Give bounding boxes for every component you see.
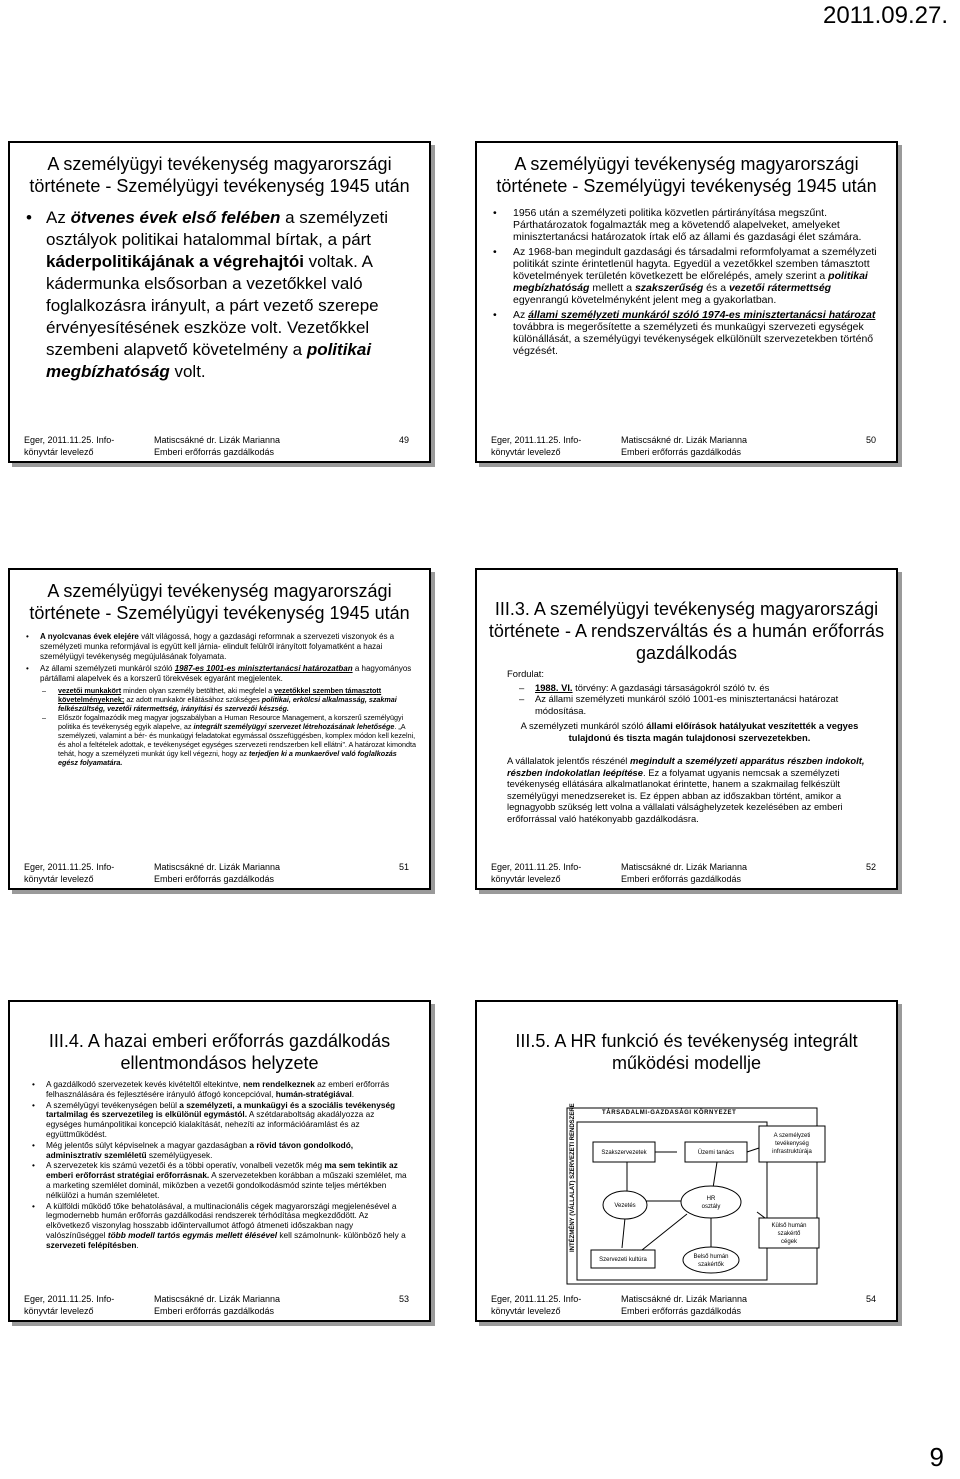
slide-53: III.4. A hazai emberi erőforrás gazdálkodás ellentmondásos helyzete • A gazdálkodó szervezetek kevés kivételtől eltekintve, nem rendelkeznek az emberi erőforrás felhasználására és fejlesztésére irányuló átfogó koncepcióval, humán-stratégiával. • A személyügyi tevékenységen belül a személyzeti, a munkaügyi és a szociális tevékenység tartalmilag és szervezetileg is elkülönül egymástól. A szétdaraboltság akadályozza az egységes humánpolitikai koncepció kialakítását, nehezíti az információáramlást és az együttműködést. • Még jelentős súlyt képviselnek a magyar gazdaságban a rövid távon gondolkodó, adminisztratív szemléletű személyügyesek. • A szervezetek kis számú vezetői és a többi operatív, vonalbeli vezetők még ma sem tekintik az emberi erőforrást stratégiai erőforrásnak. A szervezetekben korábban a műszaki szemlélet, ma a marketing szemlélet dominál, miközben a vezetői gondolkodásmód szinte teljes mértékben nélkülözi a humán szemléletet. • A külföldi működő tőke behatolásával, a multinacionális cégek magyarországi megjelenésével a legmodernebb humán erőforrás gazdálkodási rendszerek térhódítása megkezdődött. Az elkövetkező viszonylag hosszabb időintervallumot átfogó átmeneti időszakban nagy valószínűséggel több modell tartós egymás mellett élésével kell számolnunk- különböző hely a szervezeti felépítésben. Eger, 2011.11.25. Info- könyvtár levelező Matiscsákné dr. Lizák Marianna Emberi erőforrás gazdálkodás 53 [8,1000,431,1322]
list-item: • A külföldi működő tőke behatolásával, a multinacionális cégek magyarországi megjelenésével a legmodernebb humán erőforrás gazdálkodási rendszerek térhódítása megkezdődött. Az elkövetkező viszonylag hosszabb időintervallumot átfogó átmeneti időszakban nagy valószínűséggel több modell tartós egymás mellett élésével kell számolnunk- különböző hely a szervezeti felépítésben. [32,1202,409,1251]
slide-number: 50 [865,435,876,445]
page-date: 2011.09.27. [822,2,948,29]
environment-label: TÁRSADALMI-GAZDASÁGI KÖRNYEZET [602,1110,737,1116]
node-internal-experts [683,1247,739,1273]
node-label: szakértők [698,1262,724,1268]
node-label: HR [706,1196,716,1202]
hr-model-diagram [477,1002,898,1302]
node-label: szakértő [777,1231,801,1237]
list-item: – 1988. VI. törvény: A gazdasági társaságokról szóló tv. és [517,682,872,694]
node-hr-department [681,1186,741,1218]
slide-number: 49 [398,435,409,445]
paragraph: A személyzeti munkáról szóló állami előírások hatályukat veszítették a vegyes tulajdonú és tiszta magán tulajdonosi szervezetekben. [520,720,859,743]
list-item: • 1956 után a személyzeti politika közvetlen pártirányítása megszűnt. Párthatározatok fogalmazták meg a követendő alapelveket, amelyeket minisztertanácsi határozatok írtak elő az állami és gazdasági élet számára. [493,207,884,243]
slide-51: A személyügyi tevékenység magyarországi története - Személyügyi tevékenység 1945 után • A nyolcvanas évek elejére vált világossá, hogy a gazdasági reformnak a szervezeti viszonyok és a személyzeti munka reformjával is együtt kell járnia- elindult felülről irányított folyamatként a hazai személyügyi tevékenység megújulásának folyamata. • Az állami személyzeti munkáról szóló 1987-es 1001-es minisztertanácsi határozatban a hagyományos pártállami alapelvek és a korszerű törekvések egyaránt megjelentek. – vezetői munkakört minden olyan személy betölthet, aki megfelel a vezetőkkel szemben támasztott követelményeknek; az adott munkakör ellátásához szükséges politikai, erkölcsi alkalmasság, szakmai felkészültség, vezetői rátermettség, irányítási és szervezői készség. – Először fogalmazódik meg magyar jogszabályban a Human Resource Management, a korszerű személyügyi politika és tevékenység egyik alapelve, az integrált személyügyi szervezet létrehozásának lehetősége. „A személyzeti, valamint a bér- és munkaügyi feladatokat egymással összefüggésben, komplex módon kell kezelni, és ahol a feltételek adottak, e tevékenységet egységes szervezeti rendszerben kell ellátni”. A határozat kimondta tehát, hogy a személyzeti munkát úgy kell végezni, hogy az terjedjen ki a munkaerővel való foglalkozás egész folyamatára. Eger, 2011.11.25. Info- könyvtár levelező Matiscsákné dr. Lizák Marianna Emberi erőforrás gazdálkodás 51 [8,568,431,890]
slide-title: III.5. A HR funkció és tevékenység integrált működési modellje [515,1031,858,1073]
slide-body [507,668,872,824]
node-label: Vezetés [614,1203,636,1209]
paragraph: Fordulat: [507,668,544,679]
list-item: – Az állami személyzeti munkáról szóló 1001-es minisztertanácsi határozat módosítása. [517,693,872,716]
node-label: tevékenység [775,1141,809,1147]
list-item: • A nyolcvanas évek elejére vált világossá, hogy a gazdasági reformnak a szervezeti viszonyok és a személyzeti munka reformjával is együtt kell járnia- elindult felülről irányított folyamatként a hazai személyügyi tevékenység megújulásának folyamata. [26,632,417,662]
slide-number: 52 [865,862,876,872]
node-label: infrastruktúrája [772,1149,812,1155]
sub-list [517,682,872,717]
slide-54: III.5. A HR funkció és tevékenység integrált működési modellje TÁRSADALMI-GAZDASÁGI KÖRNYEZET INTÉZMÉNY (VÁLLALAT) SZERVEZETI RENDSZERE Szakszervezetek Üzemi tanács A személyzeti tevékenység infrastruktúrája Vezetés HR osztály Külső humán szakértő cégek Szervezeti kultúra Belső humán szakértők Eger, 2011.11.25. Info- könyvtár levelező Matiscsákné dr. Lizák Marianna Emberi erőforrás gazdálkodás 54 [475,1000,898,1322]
node-label: Szakszervezetek [601,1150,647,1156]
list-item: • Még jelentős súlyt képviselnek a magyar gazdaságban a rövid távon gondolkodó, adminisztratív szemléletű személyügyesek. [32,1141,409,1161]
slide-title: III.3. A személyügyi tevékenység magyarországi története - A rendszerváltás és a humán erőforrás gazdálkodás [488,599,885,663]
node-label: Belső humán [693,1254,729,1260]
bullet-list [493,207,884,357]
slide-number: 53 [398,1294,409,1304]
node-label: Külső humán [771,1223,807,1229]
slide-49: A személyügyi tevékenység magyarországi története - Személyügyi tevékenység 1945 után • Az ötvenes évek első felében a személyzeti osztályok politikai hatalommal bírtak, a párt káderpolitikájának a végrehajtói voltak. A kádermunka elsősorban a vezetőkkel való foglalkozásra irányult, a párt vezető szerepe érvényesítésének eszköze volt. Vezetőkkel szembeni alapvető követelmény a politikai megbízhatóság volt. Eger, 2011.11.25. Info- könyvtár levelező Matiscsákné dr. Lizák Marianna Emberi erőforrás gazdálkodás 49 [8,141,431,463]
slide-title: A személyügyi tevékenység magyarországi története - Személyügyi tevékenység 1945 után [29,154,410,196]
slide-title: A személyügyi tevékenység magyarországi története - Személyügyi tevékenység 1945 után [29,581,410,623]
slide-number: 54 [865,1294,876,1304]
paragraph: A vállalatok jelentős részénél megindult a személyzeti apparátus részben indokolt, részben indokolatlan leépítése. Ez a folyamat ugyanis nemcsak a személyzeti tevékenység ellátására alkalmatlanokat érintette, hanem a szakmailag felkészült személyügyi menedzsereket is. Ez éppen abban az időszakban történt, amikor a legnagyobb szükség lett volna a vállalati válsághelyzetek kezelésében az emberi erőforrással való hatékonyabb gazdálkodásra. [507,755,865,824]
slide-52: III.3. A személyügyi tevékenység magyarországi története - A rendszerváltás és a humán erőforrás gazdálkodás Fordulat: – 1988. VI. törvény: A gazdasági társaságokról szóló tv. és – Az állami személyzeti munkáról szóló 1001-es minisztertanácsi határozat módosítása. A személyzeti munkáról szóló állami előírások hatályukat veszítették a vegyes tulajdonú és tiszta magán tulajdonosi szervezetekben. A vállalatok jelentős részénél megindult a személyzeti apparátus részben indokolt, részben indokolatlan leépítése. Ez a folyamat ugyanis nemcsak a személyzeti tevékenység ellátására alkalmatlanokat érintette, hanem a szakmailag felkészült személyügyi menedzsereket is. Ez éppen abban az időszakban történt, amikor a legnagyobb szükség lett volna a vállalati válsághelyzetek kezelésében az emberi erőforrással való hatékonyabb gazdálkodásra. Eger, 2011.11.25. Info- könyvtár levelező Matiscsákné dr. Lizák Marianna Emberi erőforrás gazdálkodás 52 [475,568,898,890]
list-item: • A szervezetek kis számú vezetői és a többi operatív, vonalbeli vezetők még ma sem tekintik az emberi erőforrást stratégiai erőforrásnak. A szervezetekben korábban a műszaki szemlélet, ma a marketing szemlélet dominál, miközben a vezetői gondolkodásmód szinte teljes mértékben nélkülözi a humán szemléletet. [32,1161,409,1200]
page-number: 9 [929,1442,944,1472]
node-label: Üzemi tanács [697,1150,735,1156]
node-label: A személyzeti [773,1133,811,1139]
slide-number: 51 [398,862,409,872]
list-item: • Az állami személyzeti munkáról szóló 1987-es 1001-es minisztertanácsi határozatban a hagyományos pártállami alapelvek és a korszerű törekvések egyaránt megjelentek. – vezetői munkakört minden olyan személy betölthet, aki megfelel a vezetőkkel szemben támasztott követelményeknek; az adott munkakör ellátásához szükséges politikai, erkölcsi alkalmasság, szakmai felkészültség, vezetői rátermettség, irányítási és szervezői készség. – Először fogalmazódik meg magyar jogszabályban a Human Resource Management, a korszerű személyügyi politika és tevékenység egyik alapelve, az integrált személyügyi szervezet létrehozásának lehetősége. „A személyzeti, valamint a bér- és munkaügyi feladatokat egymással összefüggésben, komplex módon kell kezelni, és ahol a feltételek adottak, e tevékenységet egységes szervezeti rendszerben kell ellátni”. A határozat kimondta tehát, hogy a személyzeti munkát úgy kell végezni, hogy az terjedjen ki a munkaerővel való foglalkozás egész folyamatára. [26,664,417,767]
slide-title: III.4. A hazai emberi erőforrás gazdálkodás ellentmondásos helyzete [48,1031,391,1073]
list-item: • Az állami személyzeti munkáról szóló 1974-es minisztertanácsi határozat továbbra is megerősítette a személyzeti és munkaügyi szervezeti egységek különállását, a személyügyi tevékenységek elkülönült szervezetekben történő végzését. [493,309,884,357]
node-label: osztály [701,1204,721,1210]
slide-title: A személyügyi tevékenység magyarországi története - Személyügyi tevékenység 1945 után [496,154,877,196]
slide-50: A személyügyi tevékenység magyarországi története - Személyügyi tevékenység 1945 után • 1956 után a személyzeti politika közvetlen pártirányítása megszűnt. Párthatározatok fogalmazták meg a követendő alapelveket, amelyeket minisztertanácsi határozatok írtak elő az állami és gazdasági élet számára. • Az 1968-ban megindult gazdasági és társadalmi reformfolyamat a személyzeti politikát szinte érintetlenül hagyta. Egyedül a vezetőkkel szemben támasztott követelmények területén következett be előrelépés, amely szerint a politikai megbízhatóság mellett a szakszerűség és a vezetői rátermettség egyenrangú követelményként jelent meg a gyakorlatban. • Az állami személyzeti munkáról szóló 1974-es minisztertanácsi határozat továbbra is megerősítette a személyzeti és munkaügyi szervezeti egységek különállását, a személyügyi tevékenységek elkülönült szervezetekben történő végzését. Eger, 2011.11.25. Info- könyvtár levelező Matiscsákné dr. Lizák Marianna Emberi erőforrás gazdálkodás 50 [475,141,898,463]
node-label: cégek [780,1239,798,1245]
bullet-list [26,207,419,383]
list-item: • Az ötvenes évek első felében a személyzeti osztályok politikai hatalommal bírtak, a párt káderpolitikájának a végrehajtói voltak. A kádermunka elsősorban a vezetőkkel való foglalkozásra irányult, a párt vezető szerepe érvényesítésének eszköze volt. Vezetőkkel szembeni alapvető követelmény a politikai megbízhatóság volt. [26,207,419,383]
node-label: Szervezeti kultúra [599,1257,647,1263]
bullet-list [26,632,417,767]
list-item: – Először fogalmazódik meg magyar jogszabályban a Human Resource Management, a korszerű személyügyi politika és tevékenység egyik alapelve, az integrált személyügyi szervezet létrehozásának lehetősége. „A személyzeti, valamint a bér- és munkaügyi feladatokat egymással összefüggésben, komplex módon kell kezelni, és ahol a feltételek adottak, e tevékenységet egységes szervezeti rendszerben kell ellátni”. A határozat kimondta tehát, hogy a személyzeti munkát úgy kell végezni, hogy az terjedjen ki a munkaerővel való foglalkozás egész folyamatára. [40,713,417,767]
list-item: – vezetői munkakört minden olyan személy betölthet, aki megfelel a vezetőkkel szemben támasztott követelményeknek; az adott munkakör ellátásához szükséges politikai, erkölcsi alkalmasság, szakmai felkészültség, vezetői rátermettség, irányítási és szervezői készség. [40,686,417,713]
sub-list [40,686,417,767]
bullet-list [32,1080,409,1251]
list-item: • A személyügyi tevékenységen belül a személyzeti, a munkaügyi és a szociális tevékenység tartalmilag és szervezetileg is elkülönül egymástól. A szétdaraboltság akadályozza az egységes humánpolitikai koncepció kialakítását, nehezíti az információáramlást és az együttműködést. [32,1101,409,1140]
organization-label: INTÉZMÉNY (VÁLLALAT) SZERVEZETI RENDSZERE [570,1103,576,1252]
list-item: • Az 1968-ban megindult gazdasági és társadalmi reformfolyamat a személyzeti politikát szinte érintetlenül hagyta. Egyedül a vezetőkkel szemben támasztott követelmények területén következett be előrelépés, amely szerint a politikai megbízhatóság mellett a szakszerűség és a vezetői rátermettség egyenrangú követelményként jelent meg a gyakorlatban. [493,246,884,306]
list-item: • A gazdálkodó szervezetek kevés kivételtől eltekintve, nem rendelkeznek az emberi erőforrás felhasználására és fejlesztésére irányuló átfogó koncepcióval, humán-stratégiával. [32,1080,409,1100]
